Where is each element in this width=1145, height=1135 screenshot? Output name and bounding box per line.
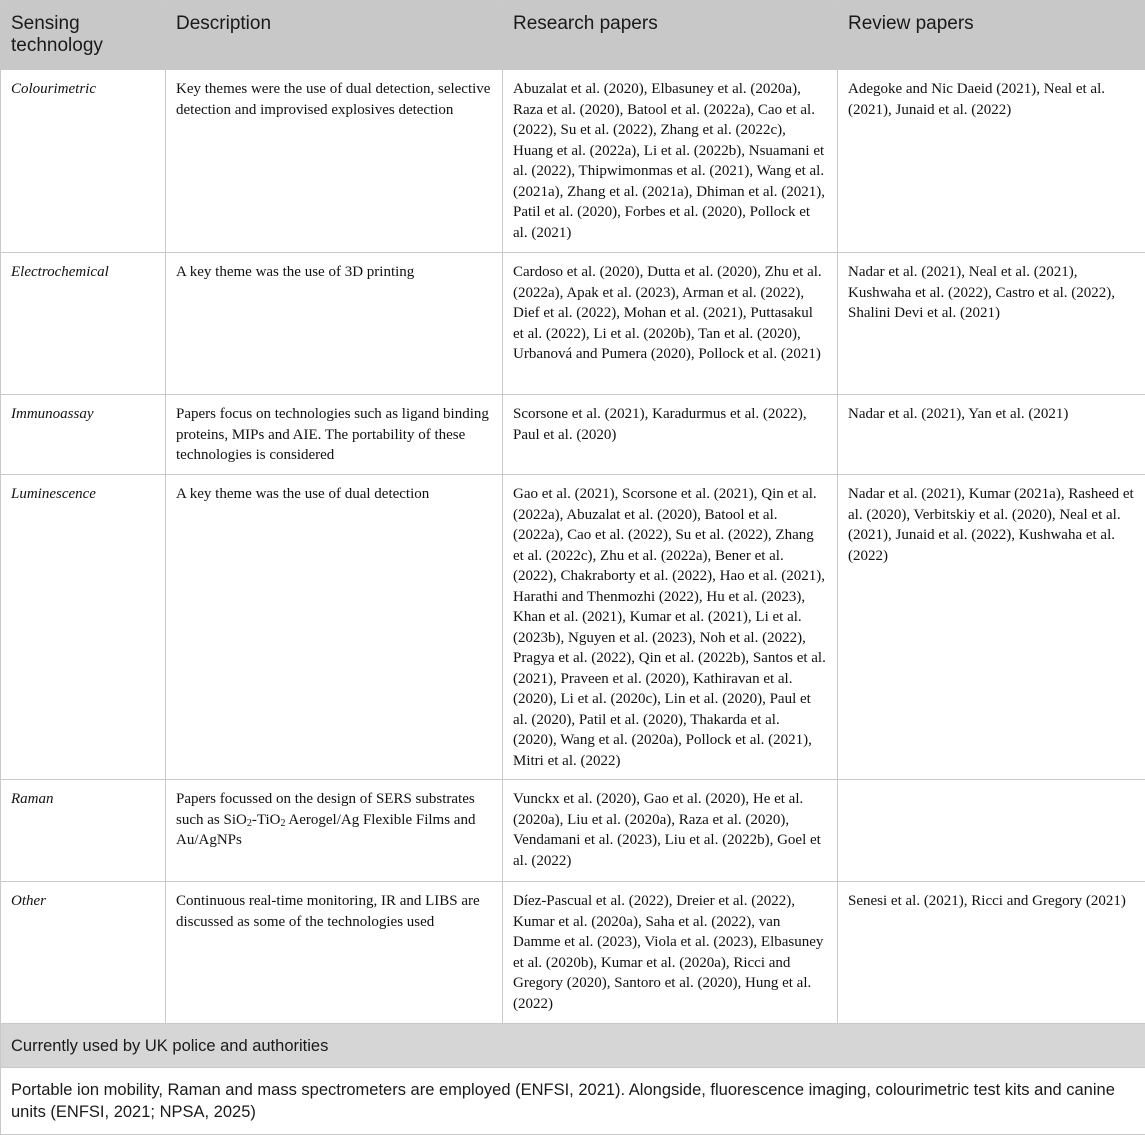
research-papers-cell: Vunckx et al. (2020), Gao et al. (2020), He et al. (2020a), Liu et al. (2020a), Raza et al. (2020), Vendamani et al. (2023), Liu et al. (2022b), Goel et al. (2022) [503, 780, 838, 882]
description-cell: Papers focus on technologies such as ligand binding proteins, MIPs and AIE. The portability of these technologies is considered [166, 395, 503, 475]
technology-cell: Raman [1, 780, 166, 882]
review-papers-cell: Adegoke and Nic Daeid (2021), Neal et al. (2021), Junaid et al. (2022) [838, 70, 1145, 253]
research-papers-cell: Gao et al. (2021), Scorsone et al. (2021), Qin et al. (2022a), Abuzalat et al. (2020), Batool et al. (2022a), Cao et al. (2022), Su et al. (2022), Zhang et al. (2022c), Zhu et al. (2022a), Bener et al. (2022), Chakraborty et al. (2022), Hao et al. (2021), Harathi and Thenmozhi (2022), Hu et al. (2023), Khan et al. (2021), Kumar et al. (2021), Li et al. (2023b), Nguyen et al. (2023), Noh et al. (2022), Pragya et al. (2022), Qin et al. (2022b), Santos et al. (2021), Praveen et al. (2020), Kathiravan et al. (2020), Li et al. (2020c), Lin et al. (2020), Paul et al. (2020), Patil et al. (2020), Thakarda et al. (2020), Wang et al. (2020a), Pollock et al. (2021), Mitri et al. (2022) [503, 475, 838, 780]
technology-cell: Colourimetric [1, 70, 166, 253]
table-row-immunoassay [1, 395, 1145, 475]
table-row-other [1, 882, 1145, 1024]
technology-cell: Electrochemical [1, 253, 166, 395]
description-cell: Continuous real-time monitoring, IR and LIBS are discussed as some of the technologies used [166, 882, 503, 1024]
technology-cell: Other [1, 882, 166, 1024]
technology-cell: Immunoassay [1, 395, 166, 475]
description-cell [166, 780, 503, 882]
review-papers-cell: Nadar et al. (2021), Kumar (2021a), Rasheed et al. (2020), Verbitskiy et al. (2020), Neal et al. (2021), Junaid et al. (2022), Kushwaha et al. (2022) [838, 475, 1145, 780]
description-text: -TiO [252, 812, 281, 828]
research-papers-cell: Abuzalat et al. (2020), Elbasuney et al. (2020a), Raza et al. (2020), Batool et al. (2022a), Cao et al. (2022), Su et al. (2022), Zhang et al. (2022c), Huang et al. (2022a), Li et al. (2022b), Nsuamani et al. (2022), Thipwimonmas et al. (2021), Wang et al. (2021a), Zhang et al. (2021a), Dhiman et al. (2021), Patil et al. (2020), Forbes et al. (2020), Pollock et al. (2021) [503, 70, 838, 253]
research-papers-cell: Scorsone et al. (2021), Karadurmus et al. (2022), Paul et al. (2020) [503, 395, 838, 475]
header-description: Description [166, 1, 503, 70]
description-cell: A key theme was the use of 3D printing [166, 253, 503, 395]
subscript-2: 2 [247, 818, 252, 829]
review-papers-cell [838, 780, 1145, 882]
description-cell: A key theme was the use of dual detection [166, 475, 503, 780]
subscript-2: 2 [280, 818, 285, 829]
review-papers-cell: Nadar et al. (2021), Neal et al. (2021), Kushwaha et al. (2022), Castro et al. (2022), Shalini Devi et al. (2021) [838, 253, 1145, 395]
header-research-papers: Research papers [503, 1, 838, 70]
description-text: Aerogel/Ag Flexible Films and Au/AgNPs [176, 812, 475, 849]
table-row-luminescence [1, 475, 1145, 780]
header-review-papers: Review papers [838, 1, 1145, 70]
research-papers-cell: Díez-Pascual et al. (2022), Dreier et al. (2022), Kumar et al. (2020a), Saha et al. (2022), van Damme et al. (2023), Viola et al. (2023), Elbasuney et al. (2020b), Kumar et al. (2020a), Ricci and Gregory (2020), Santoro et al. (2020), Hung et al. (2022) [503, 882, 838, 1024]
description-text: Papers focussed on the design of SERS substrates such as SiO [176, 791, 475, 828]
technology-cell: Luminescence [1, 475, 166, 780]
table-row-electrochemical [1, 253, 1145, 395]
review-papers-cell: Senesi et al. (2021), Ricci and Gregory (2021) [838, 882, 1145, 1024]
description-cell: Key themes were the use of dual detection, selective detection and improvised explosives detection [166, 70, 503, 253]
header-sensing-technology: Sensing technology [1, 1, 166, 70]
review-papers-cell: Nadar et al. (2021), Yan et al. (2021) [838, 395, 1145, 475]
research-papers-cell: Cardoso et al. (2020), Dutta et al. (2020), Zhu et al. (2022a), Apak et al. (2023), Arman et al. (2022), Dief et al. (2022), Mohan et al. (2021), Puttasakul et al. (2022), Li et al. (2020b), Tan et al. (2020), Urbanová and Pumera (2020), Pollock et al. (2021) [503, 253, 838, 395]
section-heading-row [1, 1024, 1145, 1068]
section-heading: Currently used by UK police and authorities [1, 1024, 1145, 1068]
section-text: Portable ion mobility, Raman and mass spectrometers are employed (ENFSI, 2021). Alongside, fluorescence imaging, colourimetric test kits and canine units (ENFSI, 2021; NPSA, 2025) [1, 1068, 1145, 1135]
table-row-colourimetric [1, 70, 1145, 253]
table-row-raman [1, 780, 1145, 882]
header-row [1, 1, 1145, 70]
section-text-row [1, 1068, 1145, 1135]
